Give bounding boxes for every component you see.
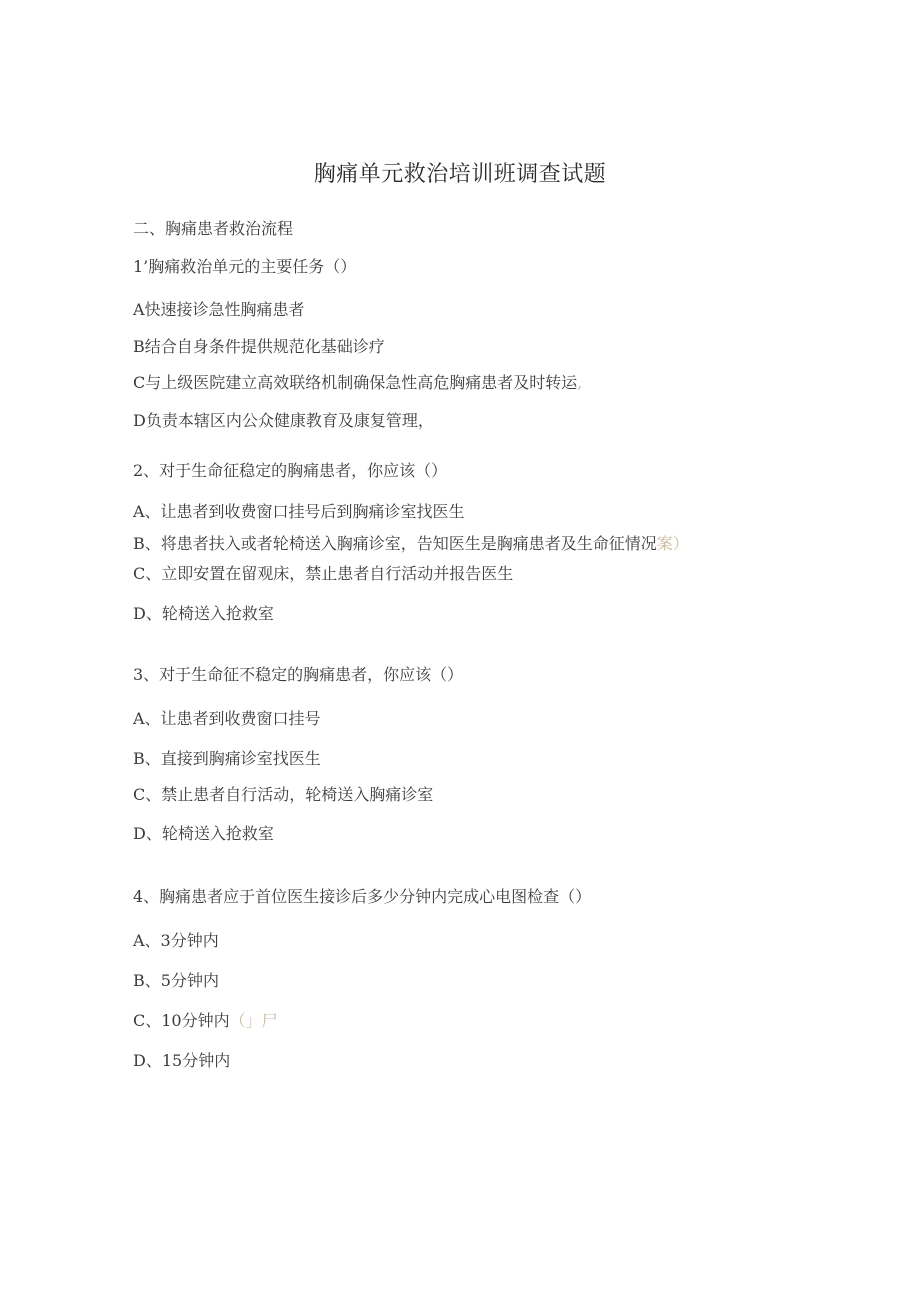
q1-option-a: A快速接诊急性胸痛患者	[133, 300, 305, 319]
question-1: 1’胸痛救治单元的主要任务（）	[133, 257, 357, 276]
q2-option-b	[133, 533, 689, 555]
q2-option-c: C、立即安置在留观床，禁止患者自行活动并报告医生	[133, 564, 514, 583]
q3-option-d: D、轮椅送入抢救室	[133, 824, 274, 843]
page-title: 胸痛单元救治培训班调查试题	[313, 162, 607, 187]
q4-option-c	[133, 1010, 278, 1032]
q4-option-b: B、5分钟内	[133, 971, 219, 990]
q4-option-d: D、15分钟内	[133, 1051, 231, 1070]
q2-option-b-text: B、将患者扶入或者轮椅送入胸痛诊室，告知医生是胸痛患者及生命征情况	[133, 534, 657, 553]
q2-option-d: D、轮椅送入抢救室	[133, 604, 274, 623]
q4-option-c-mark: （」尸	[229, 1011, 278, 1030]
q2-option-b-mark: 案）	[656, 534, 689, 553]
q2-option-a: A、让患者到收费窗口挂号后到胸痛诊室找医生	[133, 502, 465, 521]
q4-option-a: A、3分钟内	[133, 931, 219, 950]
q3-option-b: B、直接到胸痛诊室找医生	[133, 749, 321, 768]
q1-option-c	[133, 372, 582, 394]
q3-option-a: A、让患者到收费窗口挂号	[133, 709, 321, 728]
q1-option-d: D负责本辖区内公众健康教育及康复管理，	[133, 411, 434, 430]
q1-option-c-mark: ,	[577, 373, 583, 392]
q1-option-b: B结合自身条件提供规范化基础诊疗	[133, 337, 385, 356]
section-heading: 二、胸痛患者救治流程	[133, 219, 294, 238]
q1-option-c-text: C与上级医院建立高效联络机制确保急性高危胸痛患者及时转运	[133, 373, 578, 392]
q3-option-c: C、禁止患者自行活动，轮椅送入胸痛诊室	[133, 785, 434, 804]
question-3: 3、对于生命征不稳定的胸痛患者，你应该（）	[133, 665, 464, 684]
question-2: 2、对于生命征稳定的胸痛患者，你应该（）	[133, 461, 448, 480]
question-4: 4、胸痛患者应于首位医生接诊后多少分钟内完成心电图检查（）	[133, 887, 592, 906]
q4-option-c-text: C、10分钟内	[133, 1011, 230, 1030]
